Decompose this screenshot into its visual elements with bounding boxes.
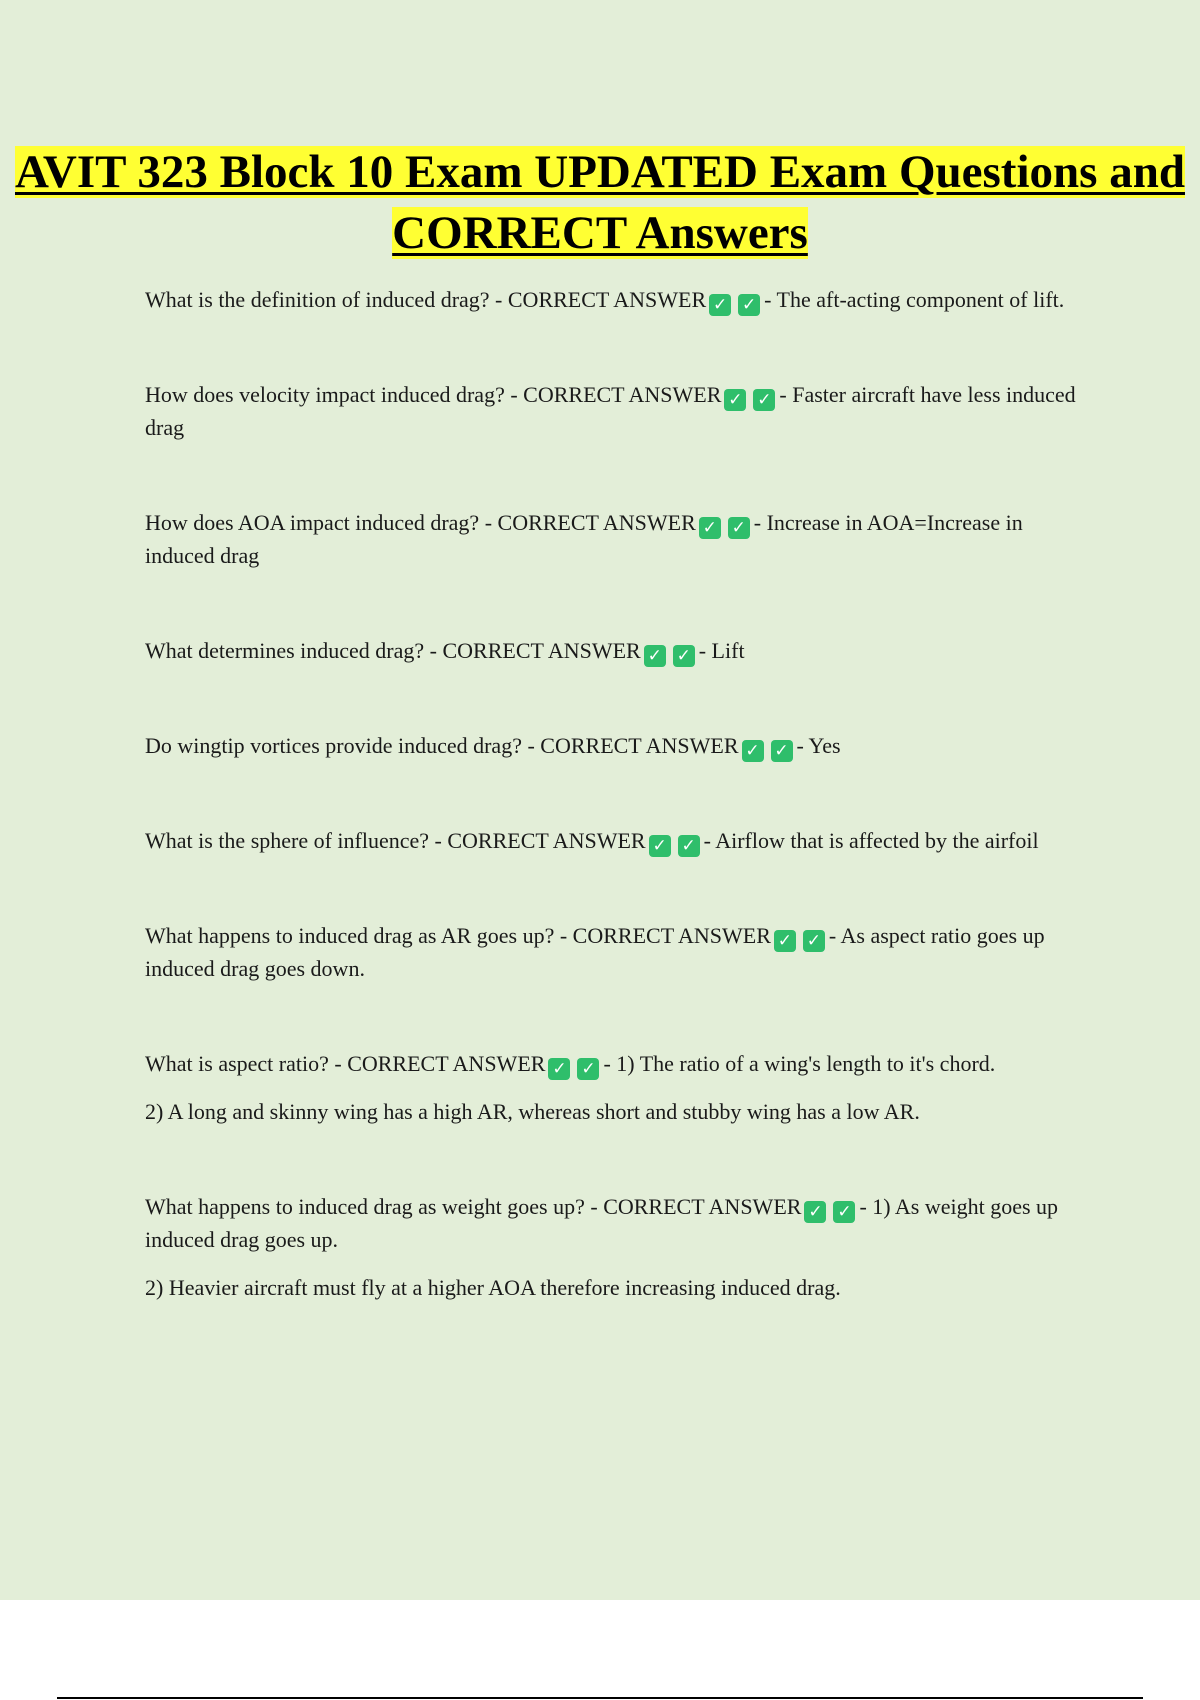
check-icon: ✓: [742, 740, 764, 762]
qa-item: [145, 283, 1095, 316]
question-text: What determines induced drag? - CORRECT ANSWER: [145, 638, 641, 663]
check-icon: ✓: [724, 389, 746, 411]
qa-question-line: [145, 729, 1095, 762]
answer-continuation: 2) Heavier aircraft must fly at a higher AOA therefore increasing induced drag.: [145, 1275, 841, 1300]
question-text: Do wingtip vortices provide induced drag? - CORRECT ANSWER: [145, 733, 739, 758]
check-icon: ✓: [548, 1058, 570, 1080]
answer-text: - 1) The ratio of a wing's length to it's chord.: [603, 1051, 996, 1076]
qa-question-line: [145, 824, 1095, 857]
check-icon: ✓: [699, 517, 721, 539]
answer-text: - Lift: [698, 638, 745, 663]
footer-divider: [57, 1697, 1143, 1699]
check-icon: ✓: [753, 389, 775, 411]
qa-item: [145, 729, 1095, 762]
check-icon: ✓: [833, 1201, 855, 1223]
qa-item: [145, 1190, 1095, 1304]
check-icon: ✓: [673, 645, 695, 667]
answer-text: - The aft-acting component of lift.: [764, 287, 1065, 312]
check-icon: ✓: [709, 294, 731, 316]
check-icon: ✓: [804, 1201, 826, 1223]
answer-text: - Yes: [796, 733, 841, 758]
qa-list: [145, 283, 1095, 1366]
question-text: What happens to induced drag as weight goes up? - CORRECT ANSWER: [145, 1194, 802, 1219]
title-block: [0, 142, 1200, 264]
answer-text: - As aspect ratio goes up induced drag goes down.: [145, 923, 1045, 981]
qa-item: [145, 1047, 1095, 1128]
answer-text: - Faster aircraft have less induced drag: [145, 382, 1076, 440]
check-icon: ✓: [803, 930, 825, 952]
qa-item: [145, 824, 1095, 857]
check-icon: ✓: [649, 835, 671, 857]
check-icon: ✓: [678, 835, 700, 857]
check-icon: ✓: [771, 740, 793, 762]
qa-question-line: [145, 378, 1095, 444]
answer-text: - Increase in AOA=Increase in induced drag: [145, 510, 1023, 568]
qa-question-line: [145, 506, 1095, 572]
qa-item: [145, 634, 1095, 667]
answer-text: - 1) As weight goes up induced drag goes up.: [145, 1194, 1059, 1252]
document-title: AVIT 323 Block 10 Exam UPDATED Exam Questions and CORRECT Answers: [15, 146, 1185, 259]
qa-item: [145, 919, 1095, 985]
qa-question-line: [145, 919, 1095, 985]
check-icon: ✓: [738, 294, 760, 316]
check-icon: ✓: [774, 930, 796, 952]
qa-item: [145, 506, 1095, 572]
answer-text: - Airflow that is affected by the airfoil: [703, 828, 1039, 853]
check-icon: ✓: [577, 1058, 599, 1080]
question-text: How does velocity impact induced drag? - CORRECT ANSWER: [145, 382, 722, 407]
question-text: What is aspect ratio? - CORRECT ANSWER: [145, 1051, 546, 1076]
question-text: What happens to induced drag as AR goes up? - CORRECT ANSWER: [145, 923, 771, 948]
qa-question-line: [145, 634, 1095, 667]
answer-continuation: 2) A long and skinny wing has a high AR, whereas short and stubby wing has a low AR.: [145, 1099, 920, 1124]
question-text: How does AOA impact induced drag? - CORRECT ANSWER: [145, 510, 696, 535]
check-icon: ✓: [728, 517, 750, 539]
qa-question-line: [145, 1190, 1095, 1256]
check-icon: ✓: [644, 645, 666, 667]
question-text: What is the definition of induced drag? - CORRECT ANSWER: [145, 287, 707, 312]
question-text: What is the sphere of influence? - CORRECT ANSWER: [145, 828, 646, 853]
qa-question-line: [145, 283, 1095, 316]
qa-question-line: [145, 1047, 1095, 1080]
qa-item: [145, 378, 1095, 444]
